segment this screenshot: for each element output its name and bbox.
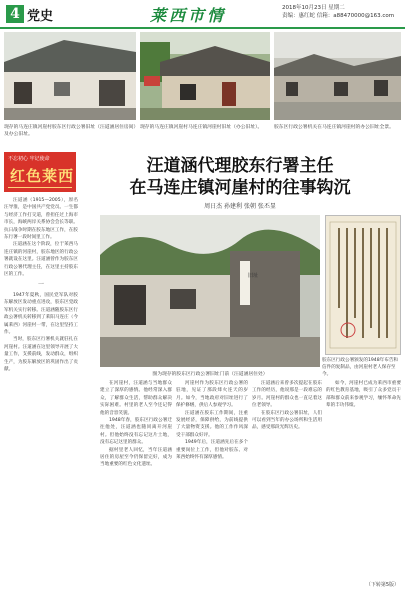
header-meta (282, 4, 394, 20)
paragraph: 据村里老人回忆，当年汪道涵居住的房屋至今仍保留完好，成为当地重要的红色文化遗址。 (100, 447, 172, 468)
paragraph: 1947年夏秋，国民党军队对胶东解放区发动重点进攻，胶东区党政军机关实行转移。汪道涵随胶东区行政公署机关转移到了莱阳马连庄（今属莱西）河崖村一带，在这里坚持工作。 (4, 292, 78, 335)
top-caption-2: 现存的马连庄镇河崖村马连庄镇河崖村旧址（办公旧址）。 (140, 125, 263, 130)
document-replica-image (325, 215, 401, 355)
paragraph: 河崖村作为胶东区行政公署的驻地，见证了那段烽火连天的岁月。如今，当地政府对旧址进行了保护修缮，供后人参观学习。 (176, 381, 248, 409)
article-byline: 周日杰 孙建利 张朝 张丕显 (204, 203, 276, 210)
article-headline (80, 155, 400, 199)
article-column-4 (252, 380, 322, 590)
photo-site-panorama (274, 32, 401, 120)
paragraph: 汪道涵（1915—2005），原名汪导淮，是中国共产党党员。一生都与经济工作打交道，曾担任过上海市市长，海峡两岸关系协会会长等职。抗日战争时期在胶东地区工作，在胶东行署一段时间里工作。 (4, 198, 78, 241)
banner-slogan: 不忘初心 牢记使命 (8, 156, 50, 162)
article-column-1 (4, 197, 78, 590)
article-column-3 (176, 380, 248, 590)
page-number: 4 (6, 5, 24, 23)
paragraph: 1948年春，胶东区行政公署迁往他处，汪道涵也随同离开河崖村。但他始终没有忘记这片土地，没有忘记这里的群众。 (100, 418, 172, 446)
red-culture-banner (4, 152, 76, 192)
paragraph: 在胶东区行政公署旧址，人们可以看到当年的办公场所和生活用品，感受那段光辉历史。 (252, 410, 322, 431)
photo-former-office-gate (100, 215, 320, 367)
top-caption-3: 胶东区行政公署机关在马连庄镇河崖村的办公旧址全景。 (274, 125, 394, 130)
top-caption-1: 现存的马连庄镇河崖村胶东区行政公署旧址（汪道涵居住房间）及办公旧址。 (4, 125, 136, 137)
site-sign-text: 旧址 (248, 273, 259, 279)
paragraph: 在河崖村，汪道涵与当地群众建立了深厚的感情。他经常深入群众，了解群众生活，帮助群众解决实际困难。村里的老人至今还记得他的音容笑貌。 (100, 381, 172, 416)
section-title: 党史 (27, 9, 54, 24)
paragraph: 汪道涵在胶东工作期间，注重发展经济，保障供给，为前线提供了大量物资支援。他的工作作风深受干部群众好评。 (176, 410, 248, 438)
paragraph: 当时，胶东区行署机关就驻扎在河崖村。汪道涵在这里领导开展了大量工作，支援前线，发动群众，组织生产，为胶东解放区的巩固作出了贡献。 (4, 337, 78, 372)
paragraph: 1949年后，汪道涵先后在多个重要岗位上工作，但他对胶东、对莱西始终怀有深厚感情。 (176, 440, 248, 461)
banner-title: 红色莱西 (10, 167, 75, 185)
continued-notice: （下转第5版） (365, 582, 399, 588)
masthead: 莱西市情 (150, 6, 227, 25)
side-box-caption: 胶东区行政公署颁发的1948年布告和信件的复制品，由河崖村老人保存至今。 (322, 358, 399, 377)
banner-divider (8, 187, 72, 188)
paragraph: 汪道涵在这个阶段，位于莱西马连庄镇的河崖村，胶东地区的行政公署就设在这里。汪道涵曾作为胶东区行政公署代理主任，在这里主持胶东区的工作。 (4, 242, 78, 278)
article-column-2 (100, 380, 172, 590)
date-line: 2018年10月23日 星期二 (282, 5, 345, 11)
headline-line-1: 汪道涵代理胶东行署主任 (146, 156, 334, 176)
section-marker: 一 (37, 281, 44, 289)
photo-old-house-2 (140, 32, 270, 120)
editor-line: 责编：惠红蛇 信箱：a88470000@163.com (282, 13, 395, 19)
paragraph: 汪道涵后来曾多次提起在胶东工作的经历，他说那是一段难忘的岁月。河崖村的群众也一直记着这位老领导。 (252, 381, 322, 409)
article-column-5 (326, 380, 401, 576)
center-photo-caption: 图为现存的胶东区行政公署旧址门前（汪道涵居住处） (152, 372, 268, 377)
paragraph: 如今，河崖村已成为莱西市重要的红色教育基地，吸引了众多党员干部和群众前来参观学习，缅怀革命先辈的丰功伟绩。 (326, 381, 401, 409)
photo-old-house-1 (4, 32, 136, 120)
header-rule (0, 27, 405, 29)
page-header (0, 0, 405, 30)
headline-line-2: 在马连庄镇河崖村的往事钩沉 (129, 178, 351, 198)
